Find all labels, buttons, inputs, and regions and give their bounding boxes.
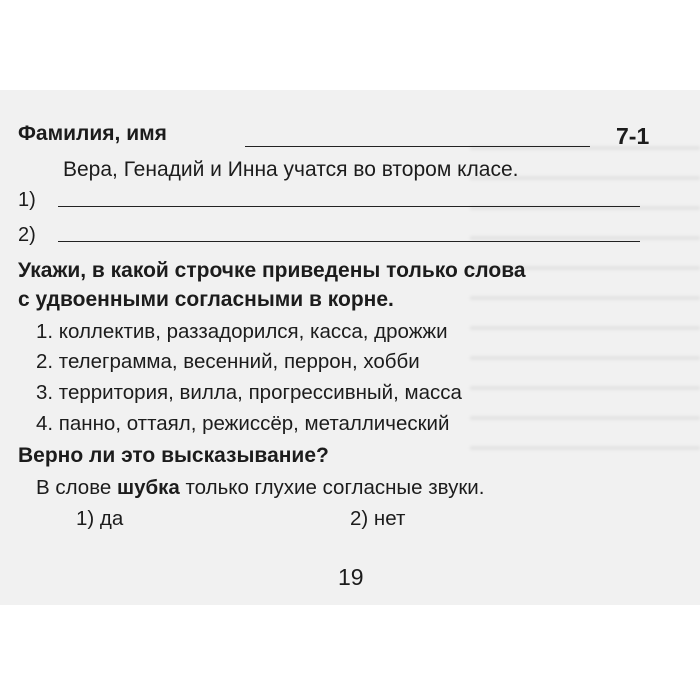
- answer-line-2[interactable]: [58, 241, 640, 242]
- task1-option-4[interactable]: 4. панно, оттаял, режиссёр, металлический: [36, 412, 450, 435]
- task1-question-line1: Укажи, в какой строчке приведены только слова: [18, 259, 526, 282]
- task-sentence: Вера, Генадий и Инна учатся во втором класе.: [63, 158, 519, 181]
- answer-line-1[interactable]: [58, 206, 640, 207]
- task2-statement-prefix: В слове: [36, 476, 117, 499]
- task2-statement-word: шубка: [116, 476, 180, 499]
- task2-answer-no[interactable]: 2) нет: [350, 507, 406, 530]
- answer-line-1-label: 1): [18, 189, 36, 211]
- name-answer-line[interactable]: [245, 146, 590, 147]
- task2-question: Верно ли это высказывание?: [18, 444, 329, 467]
- name-label: Фамилия, имя: [18, 122, 167, 145]
- answer-line-2-label: 2): [18, 224, 36, 246]
- task1-option-3[interactable]: 3. территория, вилла, прогрессивный, масса: [36, 381, 462, 404]
- task2-statement: [36, 476, 484, 500]
- task1-question-line2: с удвоенными согласными в корне.: [18, 288, 394, 311]
- page-number: 19: [338, 564, 364, 590]
- task1-option-2[interactable]: 2. телеграмма, весенний, перрон, хобби: [36, 350, 420, 373]
- task1-option-1[interactable]: 1. коллектив, раззадорился, касса, дрожжи: [36, 320, 448, 343]
- task2-answer-yes[interactable]: 1) да: [76, 507, 124, 530]
- variant-code: 7-1: [616, 123, 650, 149]
- task2-statement-suffix: только глухие согласные звуки.: [179, 476, 485, 499]
